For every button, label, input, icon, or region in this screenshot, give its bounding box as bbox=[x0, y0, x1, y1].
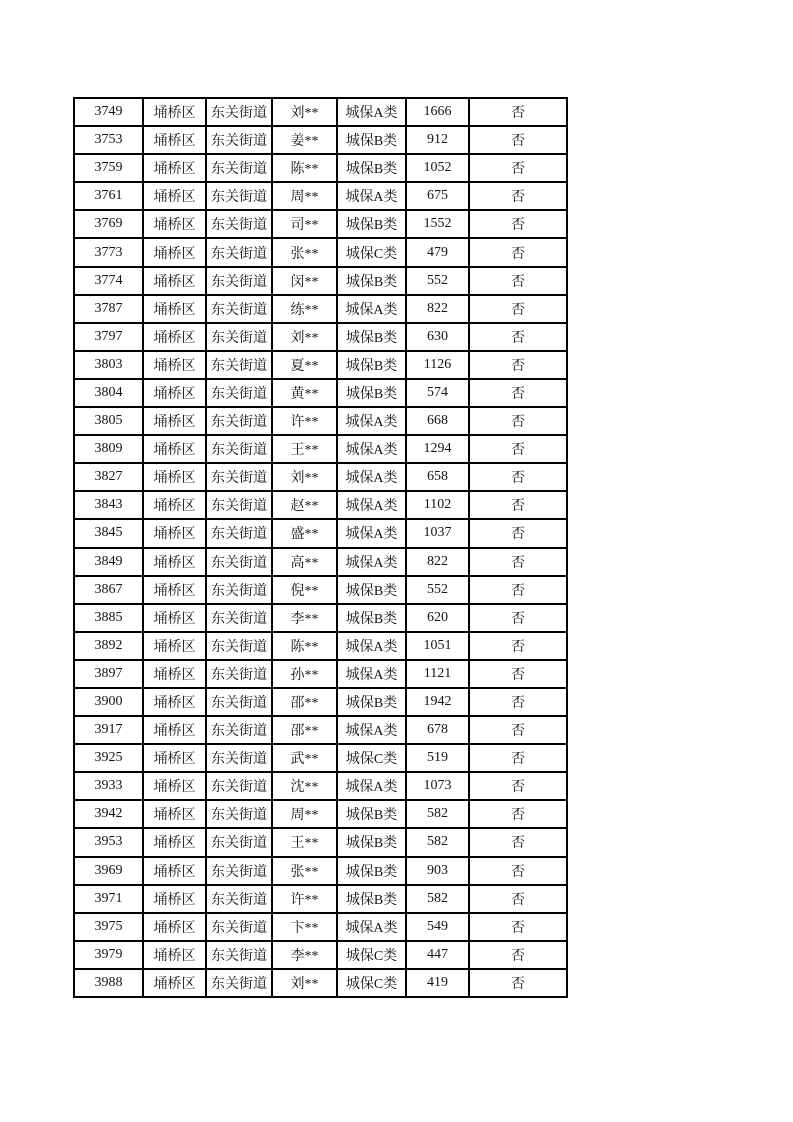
cell-name: 张** bbox=[272, 238, 337, 266]
cell-street: 东关街道 bbox=[206, 913, 272, 941]
cell-category: 城保C类 bbox=[337, 744, 406, 772]
cell-flag: 否 bbox=[469, 210, 567, 238]
cell-name: 邵** bbox=[272, 688, 337, 716]
cell-amount: 549 bbox=[406, 913, 469, 941]
table-row bbox=[74, 238, 567, 266]
cell-flag: 否 bbox=[469, 969, 567, 997]
cell-name: 周** bbox=[272, 800, 337, 828]
cell-name: 倪** bbox=[272, 576, 337, 604]
cell-flag: 否 bbox=[469, 154, 567, 182]
cell-category: 城保A类 bbox=[337, 98, 406, 126]
cell-district: 埇桥区 bbox=[143, 941, 206, 969]
cell-name: 刘** bbox=[272, 463, 337, 491]
cell-name: 黄** bbox=[272, 379, 337, 407]
cell-flag: 否 bbox=[469, 491, 567, 519]
cell-street: 东关街道 bbox=[206, 295, 272, 323]
cell-flag: 否 bbox=[469, 576, 567, 604]
cell-amount: 822 bbox=[406, 295, 469, 323]
table-row bbox=[74, 969, 567, 997]
cell-category: 城保B类 bbox=[337, 126, 406, 154]
cell-flag: 否 bbox=[469, 716, 567, 744]
cell-name: 夏** bbox=[272, 351, 337, 379]
cell-category: 城保B类 bbox=[337, 604, 406, 632]
cell-street: 东关街道 bbox=[206, 772, 272, 800]
table-row bbox=[74, 576, 567, 604]
cell-district: 埇桥区 bbox=[143, 98, 206, 126]
cell-district: 埇桥区 bbox=[143, 126, 206, 154]
cell-street: 东关街道 bbox=[206, 154, 272, 182]
cell-district: 埇桥区 bbox=[143, 295, 206, 323]
cell-district: 埇桥区 bbox=[143, 604, 206, 632]
cell-district: 埇桥区 bbox=[143, 772, 206, 800]
cell-flag: 否 bbox=[469, 519, 567, 547]
cell-category: 城保A类 bbox=[337, 632, 406, 660]
cell-name: 王** bbox=[272, 828, 337, 856]
cell-category: 城保A类 bbox=[337, 295, 406, 323]
cell-district: 埇桥区 bbox=[143, 351, 206, 379]
cell-id: 3787 bbox=[74, 295, 143, 323]
cell-id: 3759 bbox=[74, 154, 143, 182]
cell-id: 3942 bbox=[74, 800, 143, 828]
cell-id: 3803 bbox=[74, 351, 143, 379]
table-row bbox=[74, 98, 567, 126]
cell-category: 城保A类 bbox=[337, 548, 406, 576]
cell-name: 许** bbox=[272, 885, 337, 913]
cell-name: 赵** bbox=[272, 491, 337, 519]
cell-street: 东关街道 bbox=[206, 238, 272, 266]
cell-street: 东关街道 bbox=[206, 548, 272, 576]
cell-district: 埇桥区 bbox=[143, 885, 206, 913]
cell-amount: 1666 bbox=[406, 98, 469, 126]
cell-amount: 620 bbox=[406, 604, 469, 632]
cell-street: 东关街道 bbox=[206, 379, 272, 407]
cell-flag: 否 bbox=[469, 463, 567, 491]
cell-amount: 1121 bbox=[406, 660, 469, 688]
cell-name: 盛** bbox=[272, 519, 337, 547]
table-row bbox=[74, 351, 567, 379]
cell-name: 闵** bbox=[272, 267, 337, 295]
cell-street: 东关街道 bbox=[206, 885, 272, 913]
table-row bbox=[74, 210, 567, 238]
cell-district: 埇桥区 bbox=[143, 969, 206, 997]
cell-category: 城保A类 bbox=[337, 435, 406, 463]
cell-street: 东关街道 bbox=[206, 828, 272, 856]
cell-id: 3809 bbox=[74, 435, 143, 463]
cell-district: 埇桥区 bbox=[143, 379, 206, 407]
table-row bbox=[74, 126, 567, 154]
cell-id: 3979 bbox=[74, 941, 143, 969]
cell-amount: 582 bbox=[406, 800, 469, 828]
cell-id: 3897 bbox=[74, 660, 143, 688]
cell-flag: 否 bbox=[469, 913, 567, 941]
cell-flag: 否 bbox=[469, 632, 567, 660]
cell-category: 城保A类 bbox=[337, 913, 406, 941]
cell-category: 城保B类 bbox=[337, 828, 406, 856]
cell-id: 3804 bbox=[74, 379, 143, 407]
table-body bbox=[74, 98, 567, 997]
table-row bbox=[74, 688, 567, 716]
table-row bbox=[74, 295, 567, 323]
cell-name: 张** bbox=[272, 857, 337, 885]
table-row bbox=[74, 772, 567, 800]
cell-id: 3761 bbox=[74, 182, 143, 210]
cell-flag: 否 bbox=[469, 323, 567, 351]
cell-flag: 否 bbox=[469, 885, 567, 913]
cell-flag: 否 bbox=[469, 407, 567, 435]
cell-id: 3885 bbox=[74, 604, 143, 632]
cell-amount: 903 bbox=[406, 857, 469, 885]
cell-flag: 否 bbox=[469, 126, 567, 154]
cell-id: 3988 bbox=[74, 969, 143, 997]
cell-name: 刘** bbox=[272, 323, 337, 351]
cell-id: 3827 bbox=[74, 463, 143, 491]
cell-name: 邵** bbox=[272, 716, 337, 744]
cell-id: 3797 bbox=[74, 323, 143, 351]
cell-street: 东关街道 bbox=[206, 576, 272, 604]
cell-district: 埇桥区 bbox=[143, 491, 206, 519]
cell-district: 埇桥区 bbox=[143, 548, 206, 576]
cell-name: 陈** bbox=[272, 632, 337, 660]
cell-street: 东关街道 bbox=[206, 744, 272, 772]
cell-district: 埇桥区 bbox=[143, 632, 206, 660]
cell-flag: 否 bbox=[469, 857, 567, 885]
cell-street: 东关街道 bbox=[206, 98, 272, 126]
cell-category: 城保B类 bbox=[337, 267, 406, 295]
cell-flag: 否 bbox=[469, 548, 567, 576]
cell-name: 刘** bbox=[272, 98, 337, 126]
cell-district: 埇桥区 bbox=[143, 800, 206, 828]
cell-amount: 1126 bbox=[406, 351, 469, 379]
cell-street: 东关街道 bbox=[206, 519, 272, 547]
cell-id: 3843 bbox=[74, 491, 143, 519]
cell-name: 司** bbox=[272, 210, 337, 238]
cell-category: 城保C类 bbox=[337, 238, 406, 266]
cell-id: 3774 bbox=[74, 267, 143, 295]
cell-flag: 否 bbox=[469, 744, 567, 772]
cell-amount: 1552 bbox=[406, 210, 469, 238]
cell-amount: 668 bbox=[406, 407, 469, 435]
table-row bbox=[74, 744, 567, 772]
cell-street: 东关街道 bbox=[206, 126, 272, 154]
cell-category: 城保A类 bbox=[337, 772, 406, 800]
cell-street: 东关街道 bbox=[206, 323, 272, 351]
table-row bbox=[74, 632, 567, 660]
cell-street: 东关街道 bbox=[206, 660, 272, 688]
cell-amount: 675 bbox=[406, 182, 469, 210]
cell-id: 3900 bbox=[74, 688, 143, 716]
cell-flag: 否 bbox=[469, 379, 567, 407]
table-row bbox=[74, 828, 567, 856]
cell-flag: 否 bbox=[469, 660, 567, 688]
cell-name: 王** bbox=[272, 435, 337, 463]
cell-district: 埇桥区 bbox=[143, 744, 206, 772]
cell-district: 埇桥区 bbox=[143, 154, 206, 182]
cell-name: 卞** bbox=[272, 913, 337, 941]
cell-street: 东关街道 bbox=[206, 267, 272, 295]
cell-category: 城保B类 bbox=[337, 688, 406, 716]
cell-category: 城保B类 bbox=[337, 351, 406, 379]
cell-name: 李** bbox=[272, 604, 337, 632]
cell-amount: 1052 bbox=[406, 154, 469, 182]
table-row bbox=[74, 660, 567, 688]
cell-id: 3753 bbox=[74, 126, 143, 154]
cell-flag: 否 bbox=[469, 98, 567, 126]
cell-name: 李** bbox=[272, 941, 337, 969]
cell-name: 周** bbox=[272, 182, 337, 210]
cell-street: 东关街道 bbox=[206, 688, 272, 716]
cell-flag: 否 bbox=[469, 688, 567, 716]
cell-amount: 582 bbox=[406, 828, 469, 856]
cell-street: 东关街道 bbox=[206, 857, 272, 885]
cell-district: 埇桥区 bbox=[143, 660, 206, 688]
cell-amount: 630 bbox=[406, 323, 469, 351]
cell-name: 刘** bbox=[272, 969, 337, 997]
table-row bbox=[74, 913, 567, 941]
cell-amount: 519 bbox=[406, 744, 469, 772]
cell-category: 城保B类 bbox=[337, 323, 406, 351]
cell-street: 东关街道 bbox=[206, 407, 272, 435]
cell-street: 东关街道 bbox=[206, 210, 272, 238]
cell-category: 城保B类 bbox=[337, 210, 406, 238]
cell-id: 3849 bbox=[74, 548, 143, 576]
cell-name: 孙** bbox=[272, 660, 337, 688]
benefits-table bbox=[73, 97, 568, 998]
cell-id: 3933 bbox=[74, 772, 143, 800]
cell-district: 埇桥区 bbox=[143, 913, 206, 941]
cell-district: 埇桥区 bbox=[143, 323, 206, 351]
cell-category: 城保A类 bbox=[337, 716, 406, 744]
cell-id: 3917 bbox=[74, 716, 143, 744]
table-row bbox=[74, 519, 567, 547]
cell-id: 3892 bbox=[74, 632, 143, 660]
cell-amount: 552 bbox=[406, 576, 469, 604]
cell-district: 埇桥区 bbox=[143, 210, 206, 238]
table-row bbox=[74, 182, 567, 210]
cell-flag: 否 bbox=[469, 238, 567, 266]
cell-amount: 582 bbox=[406, 885, 469, 913]
cell-category: 城保A类 bbox=[337, 463, 406, 491]
cell-name: 陈** bbox=[272, 154, 337, 182]
cell-id: 3969 bbox=[74, 857, 143, 885]
cell-flag: 否 bbox=[469, 295, 567, 323]
cell-category: 城保B类 bbox=[337, 857, 406, 885]
cell-id: 3769 bbox=[74, 210, 143, 238]
cell-id: 3773 bbox=[74, 238, 143, 266]
cell-id: 3975 bbox=[74, 913, 143, 941]
cell-amount: 1294 bbox=[406, 435, 469, 463]
cell-category: 城保B类 bbox=[337, 379, 406, 407]
cell-flag: 否 bbox=[469, 772, 567, 800]
cell-street: 东关街道 bbox=[206, 491, 272, 519]
cell-amount: 1102 bbox=[406, 491, 469, 519]
cell-name: 高** bbox=[272, 548, 337, 576]
cell-street: 东关街道 bbox=[206, 800, 272, 828]
cell-district: 埇桥区 bbox=[143, 519, 206, 547]
cell-flag: 否 bbox=[469, 182, 567, 210]
cell-amount: 419 bbox=[406, 969, 469, 997]
cell-category: 城保A类 bbox=[337, 407, 406, 435]
table-row bbox=[74, 800, 567, 828]
cell-category: 城保B类 bbox=[337, 576, 406, 604]
table-row bbox=[74, 857, 567, 885]
cell-name: 练** bbox=[272, 295, 337, 323]
cell-amount: 822 bbox=[406, 548, 469, 576]
cell-id: 3953 bbox=[74, 828, 143, 856]
table-row bbox=[74, 463, 567, 491]
cell-name: 沈** bbox=[272, 772, 337, 800]
cell-category: 城保C类 bbox=[337, 941, 406, 969]
cell-district: 埇桥区 bbox=[143, 463, 206, 491]
cell-district: 埇桥区 bbox=[143, 688, 206, 716]
cell-street: 东关街道 bbox=[206, 463, 272, 491]
cell-name: 姜** bbox=[272, 126, 337, 154]
cell-district: 埇桥区 bbox=[143, 828, 206, 856]
cell-district: 埇桥区 bbox=[143, 716, 206, 744]
cell-district: 埇桥区 bbox=[143, 576, 206, 604]
cell-amount: 552 bbox=[406, 267, 469, 295]
cell-amount: 912 bbox=[406, 126, 469, 154]
cell-street: 东关街道 bbox=[206, 435, 272, 463]
cell-id: 3805 bbox=[74, 407, 143, 435]
cell-category: 城保B类 bbox=[337, 800, 406, 828]
cell-amount: 1073 bbox=[406, 772, 469, 800]
cell-amount: 1051 bbox=[406, 632, 469, 660]
cell-flag: 否 bbox=[469, 267, 567, 295]
cell-district: 埇桥区 bbox=[143, 182, 206, 210]
cell-flag: 否 bbox=[469, 800, 567, 828]
cell-street: 东关街道 bbox=[206, 182, 272, 210]
cell-amount: 447 bbox=[406, 941, 469, 969]
cell-amount: 574 bbox=[406, 379, 469, 407]
cell-category: 城保B类 bbox=[337, 885, 406, 913]
cell-street: 东关街道 bbox=[206, 351, 272, 379]
cell-amount: 479 bbox=[406, 238, 469, 266]
cell-flag: 否 bbox=[469, 941, 567, 969]
table-row bbox=[74, 491, 567, 519]
cell-street: 东关街道 bbox=[206, 969, 272, 997]
cell-street: 东关街道 bbox=[206, 941, 272, 969]
cell-id: 3845 bbox=[74, 519, 143, 547]
cell-district: 埇桥区 bbox=[143, 407, 206, 435]
table-row bbox=[74, 885, 567, 913]
cell-flag: 否 bbox=[469, 351, 567, 379]
cell-amount: 1037 bbox=[406, 519, 469, 547]
cell-id: 3925 bbox=[74, 744, 143, 772]
cell-id: 3749 bbox=[74, 98, 143, 126]
cell-flag: 否 bbox=[469, 828, 567, 856]
table-row bbox=[74, 379, 567, 407]
cell-street: 东关街道 bbox=[206, 632, 272, 660]
cell-amount: 658 bbox=[406, 463, 469, 491]
cell-category: 城保A类 bbox=[337, 491, 406, 519]
cell-category: 城保A类 bbox=[337, 182, 406, 210]
table-row bbox=[74, 435, 567, 463]
cell-name: 许** bbox=[272, 407, 337, 435]
cell-amount: 1942 bbox=[406, 688, 469, 716]
cell-amount: 678 bbox=[406, 716, 469, 744]
table-row bbox=[74, 716, 567, 744]
cell-flag: 否 bbox=[469, 604, 567, 632]
table-row bbox=[74, 323, 567, 351]
cell-category: 城保A类 bbox=[337, 519, 406, 547]
cell-street: 东关街道 bbox=[206, 716, 272, 744]
cell-category: 城保A类 bbox=[337, 660, 406, 688]
table-row bbox=[74, 941, 567, 969]
cell-name: 武** bbox=[272, 744, 337, 772]
cell-district: 埇桥区 bbox=[143, 238, 206, 266]
cell-flag: 否 bbox=[469, 435, 567, 463]
table-row bbox=[74, 267, 567, 295]
cell-district: 埇桥区 bbox=[143, 435, 206, 463]
table-row bbox=[74, 604, 567, 632]
cell-category: 城保B类 bbox=[337, 154, 406, 182]
table-row bbox=[74, 407, 567, 435]
cell-category: 城保C类 bbox=[337, 969, 406, 997]
cell-district: 埇桥区 bbox=[143, 267, 206, 295]
cell-id: 3867 bbox=[74, 576, 143, 604]
table-row bbox=[74, 548, 567, 576]
cell-id: 3971 bbox=[74, 885, 143, 913]
table-row bbox=[74, 154, 567, 182]
cell-district: 埇桥区 bbox=[143, 857, 206, 885]
cell-street: 东关街道 bbox=[206, 604, 272, 632]
